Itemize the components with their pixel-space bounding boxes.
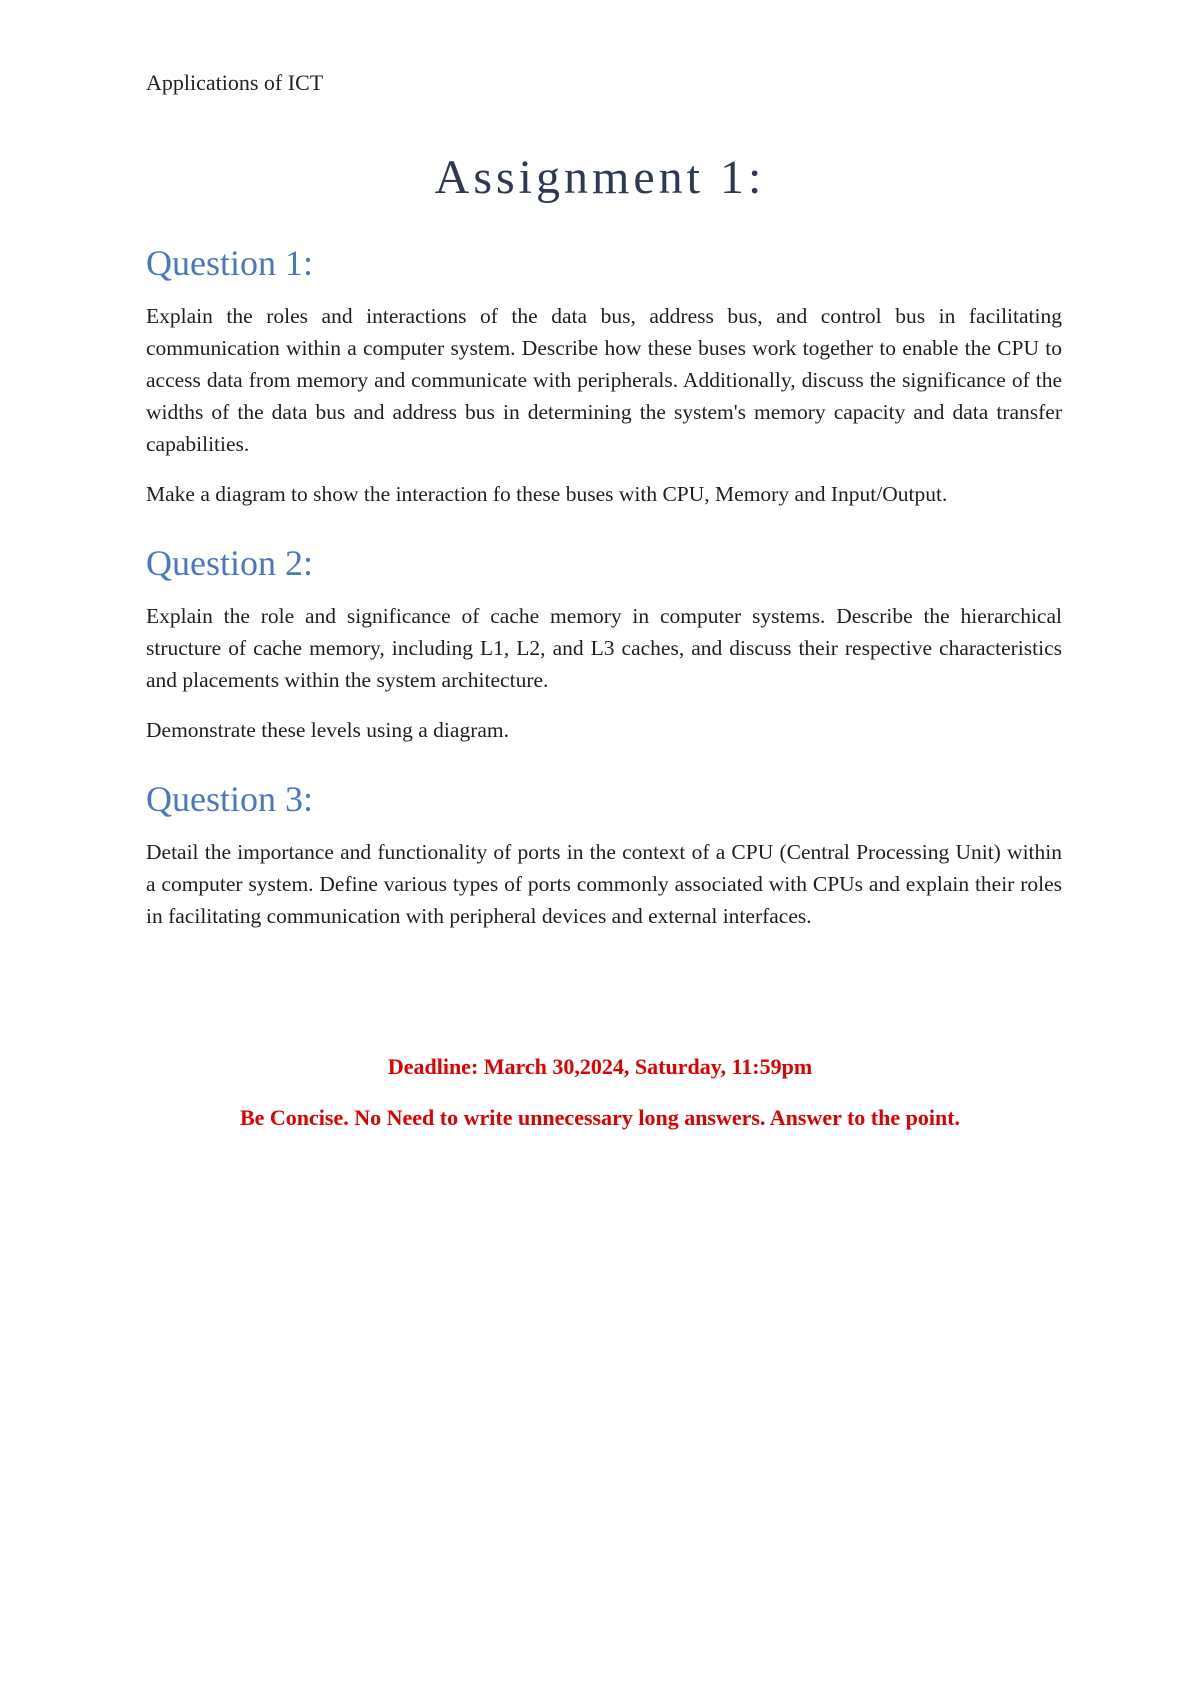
concise-notice: Be Concise. No Need to write unnecessary long answers. Answer to the point. <box>239 1105 961 1130</box>
page-header: Applications of ICT <box>146 70 324 95</box>
questions-section <box>146 240 1062 950</box>
question-1-heading: Question 1: <box>146 243 313 283</box>
question-2 <box>146 540 1062 746</box>
deadline-notice: Deadline: March 30,2024, Saturday, 11:59pm <box>387 1054 813 1079</box>
question-1-paragraph-2: Make a diagram to show the interaction fo these buses with CPU, Memory and Input/Output. <box>146 482 948 506</box>
question-3 <box>146 776 1062 932</box>
question-1 <box>146 240 1062 510</box>
question-3-heading: Question 3: <box>146 779 313 819</box>
question-3-paragraph-1: Detail the importance and functionality of ports in the context of a CPU (Central Processing Unit) within a computer system. Define various types of ports commonly associated with CPUs and explain their roles in facilitating communication with peripheral devices and external interfaces. <box>146 840 1062 928</box>
assignment-title: Assignment 1: <box>434 151 766 204</box>
question-2-paragraph-2: Demonstrate these levels using a diagram. <box>146 718 510 742</box>
question-1-paragraph-1: Explain the roles and interactions of the data bus, address bus, and control bus in facilitating communication within a computer system. Describe how these buses work together to enable the CPU to access data from memory and communicate with peripherals. Additionally, discuss the significance of the widths of the data bus and address bus in determining the system's memory capacity and data transfer capabilities. <box>146 304 1062 456</box>
question-2-heading: Question 2: <box>146 543 313 583</box>
question-2-paragraph-1: Explain the role and significance of cache memory in computer systems. Describe the hierarchical structure of cache memory, including L1, L2, and L3 caches, and discuss their respective characteristics and placements within the system architecture. <box>146 604 1062 692</box>
